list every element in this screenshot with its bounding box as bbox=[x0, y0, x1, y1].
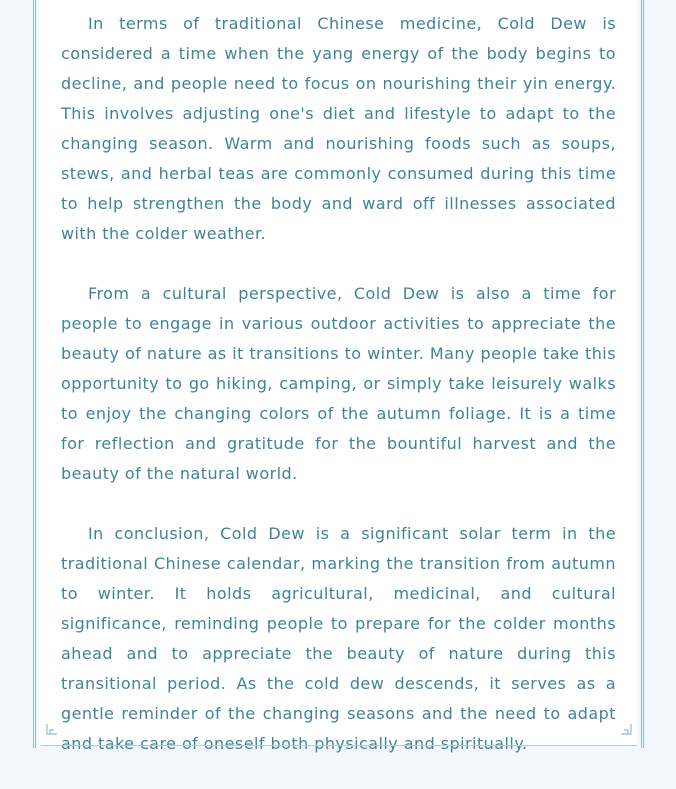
corner-ornament-bottom-right-icon bbox=[620, 723, 632, 735]
paragraph-culture: From a cultural perspective, Cold Dew is also a time for people to engage in various outdoor activities to appreciate the beauty of nature as it transitions to winter. Many people take this opportunity to go hiking, camping, or simply take leisurely walks to enjoy the changing colors of the autumn foliage. It is a time for reflection and gratitude for the bountiful harvest and the beauty of the natural world. bbox=[61, 284, 616, 483]
frame-bottom-border bbox=[41, 745, 637, 746]
paragraph-medicine: In terms of traditional Chinese medicine, Cold Dew is considered a time when the yang energy of the body begins to decline, and people need to focus on nourishing their yin energy. This involves adjusting one's diet and lifestyle to adapt to the changing season. Warm and nourishing foods such as soups, stews, and herbal teas are commonly consumed during this time to help strengthen the body and ward off illnesses associated with the colder weather. bbox=[61, 14, 616, 243]
paragraph-conclusion: In conclusion, Cold Dew is a significant solar term in the traditional Chinese calendar, marking the transition from autumn to winter. It holds agricultural, medicinal, and cultural significance, reminding people to prepare for the colder months ahead and to appreciate the beauty of nature during this transitional period. As the cold dew descends, it serves as a gentle reminder of the changing seasons and the need to adapt and take care of oneself both physically and spiritually. bbox=[61, 524, 616, 753]
corner-ornament-bottom-left-icon bbox=[46, 723, 58, 735]
article-body bbox=[61, 9, 616, 789]
